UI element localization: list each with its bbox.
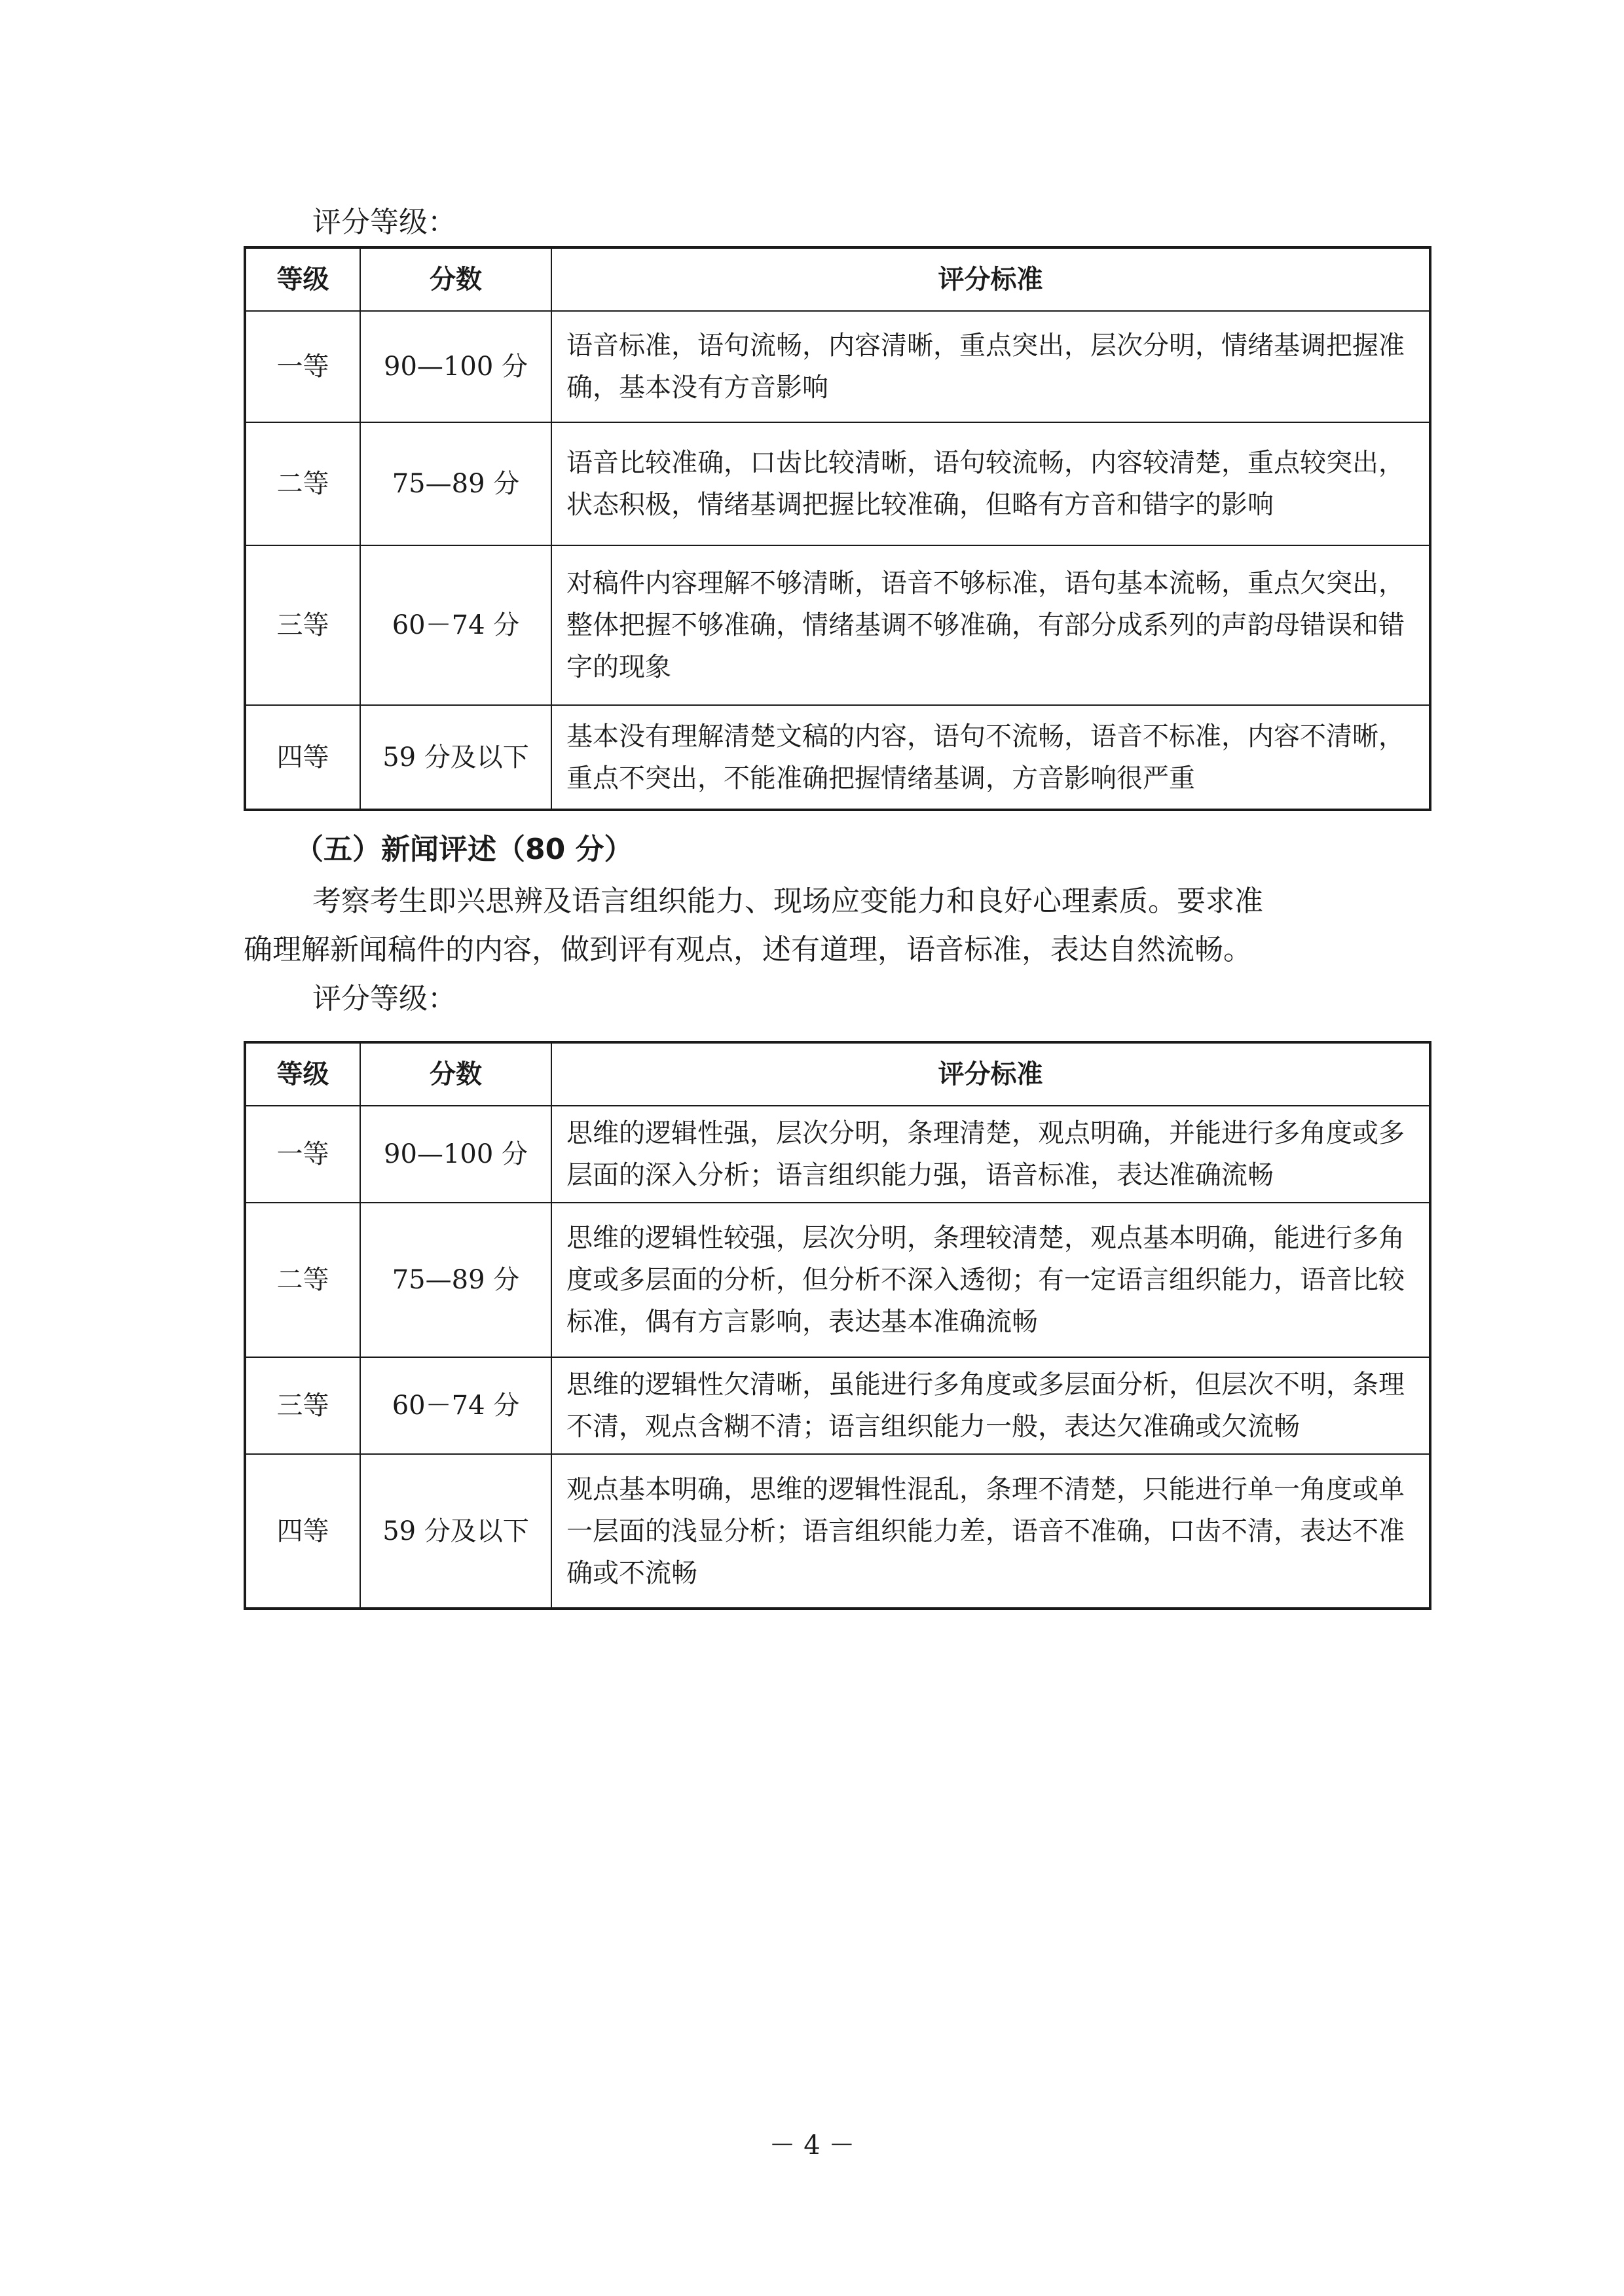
cell-criteria: 基本没有理解清楚文稿的内容，语句不流畅，语音不标准，内容不清晰，重点不突出，不能准确把握情绪基调，方音影响很严重: [551, 705, 1430, 810]
cell-level: 四等: [245, 1454, 360, 1609]
header-score: 分数: [360, 1042, 551, 1106]
paragraph-line: 确理解新闻稿件的内容，做到评有观点，述有道理，语音标准，表达自然流畅。: [244, 933, 1252, 966]
cell-criteria: 观点基本明确，思维的逻辑性混乱，条理不清楚，只能进行单一角度或单一层面的浅显分析；语言组织能力差，语音不准确，口齿不清，表达不准确或不流畅: [551, 1454, 1430, 1609]
cell-score: 59 分及以下: [360, 705, 551, 810]
page-number: － 4 －: [769, 2130, 855, 2160]
cell-score: 75—89 分: [360, 422, 551, 545]
cell-level: 三等: [245, 1357, 360, 1454]
header-criteria: 评分标准: [551, 1042, 1430, 1106]
section-paragraph: [244, 877, 1422, 974]
cell-criteria: 思维的逻辑性欠清晰，虽能进行多角度或多层面分析，但层次不明，条理不清，观点含糊不清；语言组织能力一般，表达欠准确或欠流畅: [551, 1357, 1430, 1454]
grading-table-2: [244, 1041, 1431, 1610]
cell-level: 三等: [245, 545, 360, 705]
cell-level: 二等: [245, 1203, 360, 1357]
cell-score: 90—100 分: [360, 311, 551, 422]
paragraph-line: 考察考生即兴思辨及语言组织能力、现场应变能力和良好心理素质。要求准: [312, 884, 1263, 918]
cell-criteria: 语音比较准确，口齿比较清晰，语句较流畅，内容较清楚，重点较突出，状态积极，情绪基调把握比较准确，但略有方音和错字的影响: [551, 422, 1430, 545]
cell-score: 90—100 分: [360, 1106, 551, 1203]
header-level: 等级: [245, 1042, 360, 1106]
table-header-row: [245, 1042, 1430, 1106]
cell-criteria: 思维的逻辑性较强，层次分明，条理较清楚，观点基本明确，能进行多角度或多层面的分析，但分析不深入透彻；有一定语言组织能力，语音比较标准，偶有方言影响，表达基本准确流畅: [551, 1203, 1430, 1357]
table-row: [245, 1106, 1430, 1203]
cell-level: 一等: [245, 311, 360, 422]
cell-score: 60－74 分: [360, 545, 551, 705]
table-row: [245, 1357, 1430, 1454]
grading-label-1: 评分等级：: [312, 206, 456, 239]
cell-score: 60－74 分: [360, 1357, 551, 1454]
table-row: [245, 422, 1430, 545]
table-row: [245, 1454, 1430, 1609]
cell-score: 59 分及以下: [360, 1454, 551, 1609]
cell-criteria: 思维的逻辑性强，层次分明，条理清楚，观点明确，并能进行多角度或多层面的深入分析；语言组织能力强，语音标准，表达准确流畅: [551, 1106, 1430, 1203]
grading-table-1: [244, 246, 1431, 811]
cell-criteria: 对稿件内容理解不够清晰，语音不够标准，语句基本流畅，重点欠突出，整体把握不够准确，情绪基调不够准确，有部分成系列的声韵母错误和错字的现象: [551, 545, 1430, 705]
table-header-row: [245, 247, 1430, 311]
cell-score: 75—89 分: [360, 1203, 551, 1357]
table-row: [245, 1203, 1430, 1357]
cell-level: 二等: [245, 422, 360, 545]
cell-criteria: 语音标准，语句流畅，内容清晰，重点突出，层次分明，情绪基调把握准确，基本没有方音影响: [551, 311, 1430, 422]
header-level: 等级: [245, 247, 360, 311]
table-row: [245, 545, 1430, 705]
grading-label-2: 评分等级：: [312, 982, 456, 1015]
table-row: [245, 705, 1430, 810]
table-row: [245, 311, 1430, 422]
section-heading: （五）新闻评述（80 分）: [295, 833, 633, 866]
cell-level: 一等: [245, 1106, 360, 1203]
header-criteria: 评分标准: [551, 247, 1430, 311]
header-score: 分数: [360, 247, 551, 311]
cell-level: 四等: [245, 705, 360, 810]
